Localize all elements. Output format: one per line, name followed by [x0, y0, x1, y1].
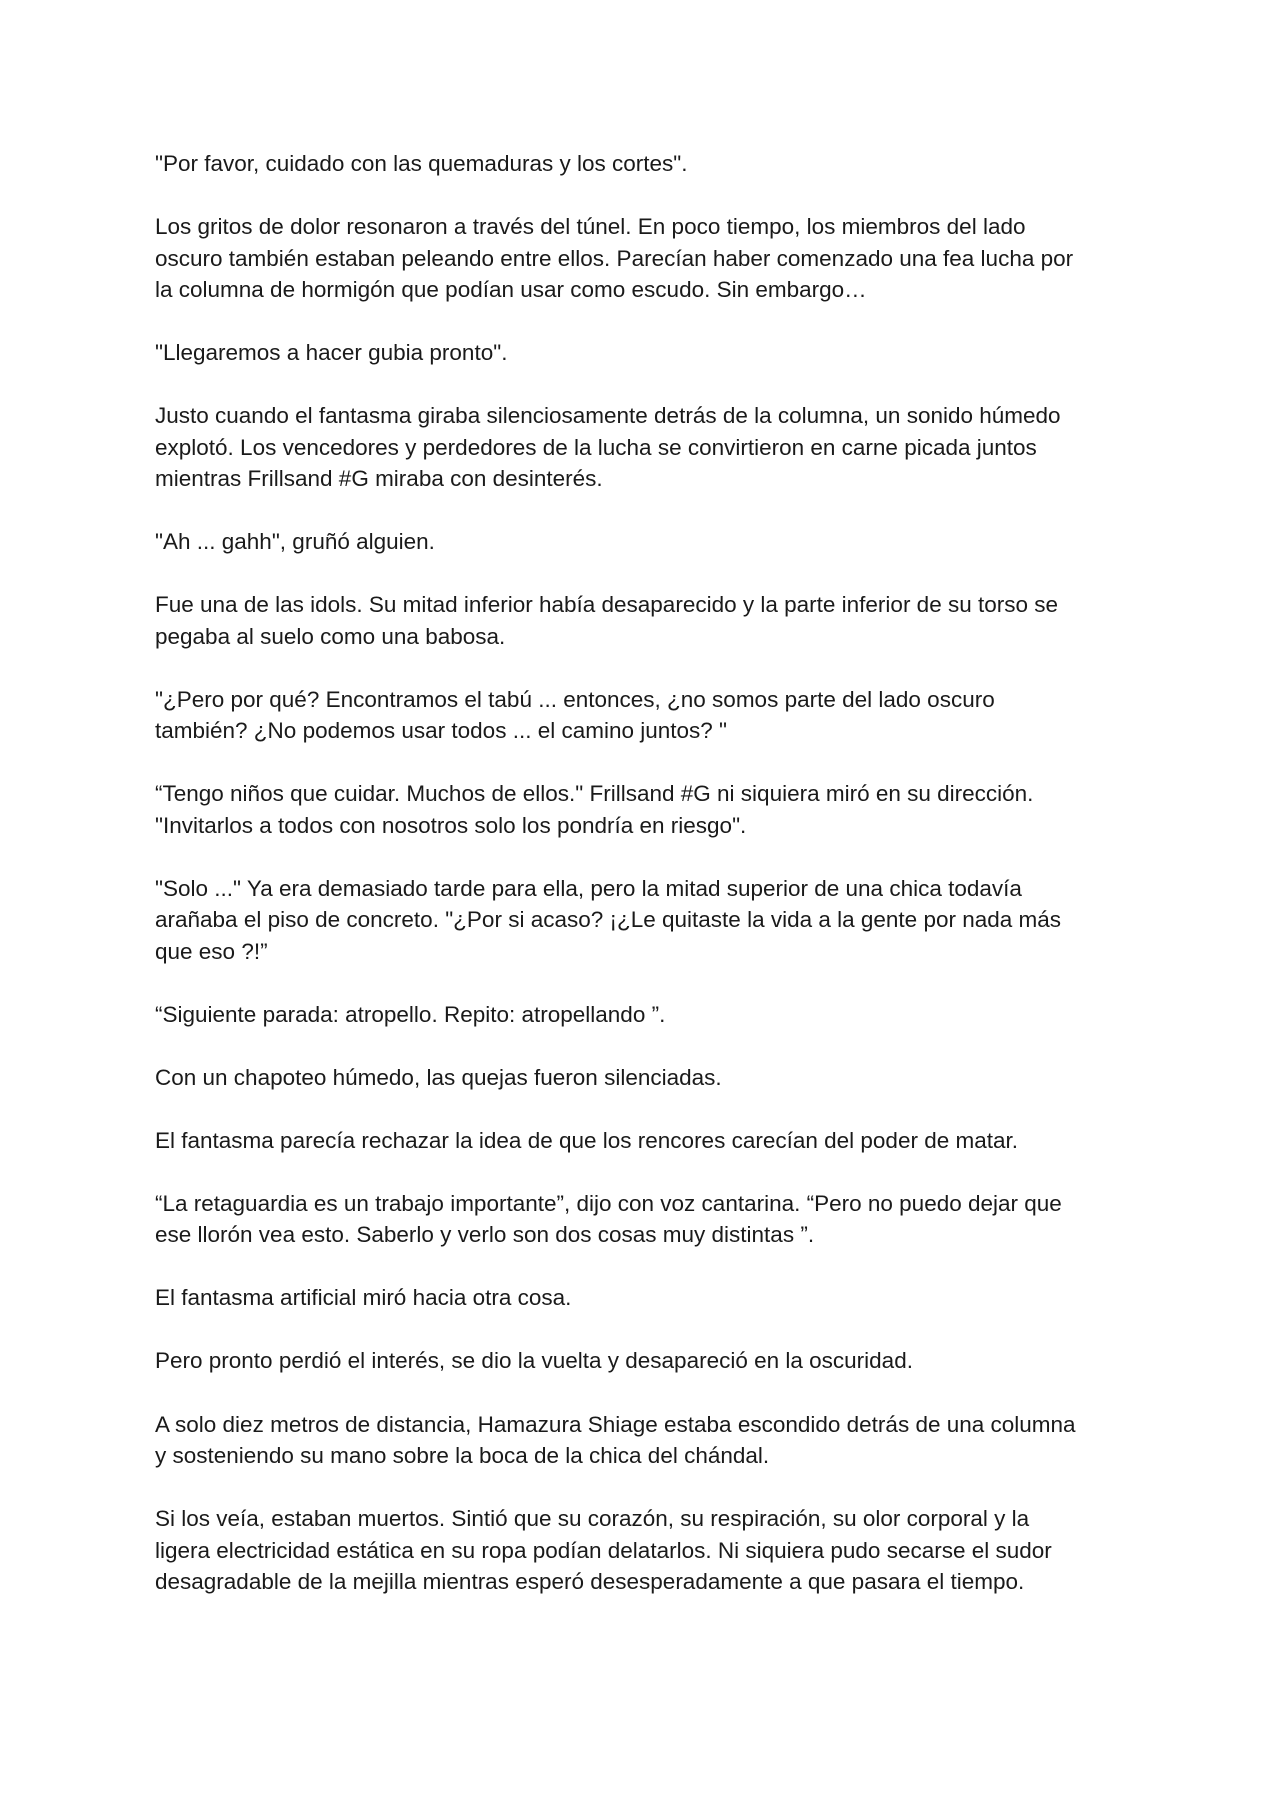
paragraph: "Ah ... gahh", gruñó alguien.: [155, 529, 435, 554]
paragraph: Justo cuando el fantasma giraba silenciosamente detrás de la columna, un sonido húmedo explotó. Los vencedores y perdedores de la lucha se convirtieron en carne picada juntos mientras Frillsand #G miraba con desinterés.: [155, 403, 1061, 491]
paragraph: "Solo ..." Ya era demasiado tarde para ella, pero la mitad superior de una chica todavía arañaba el piso de concreto. "¿Por si acaso? ¡¿Le quitaste la vida a la gente por nada más que eso ?!”: [155, 875, 1062, 964]
paragraph: “La retaguardia es un trabajo importante”, dijo con voz cantarina. “Pero no puedo dejar que ese llorón vea esto. Saberlo y verlo son dos cosas muy distintas ”.: [155, 1190, 1062, 1247]
paragraph: A solo diez metros de distancia, Hamazura Shiage estaba escondido detrás de una columna y sosteniendo su mano sobre la boca de la chica del chándal.: [155, 1411, 1076, 1468]
paragraph: “Tengo niños que cuidar. Muchos de ellos." Frillsand #G ni siquiera miró en su dirección. "Invitarlos a todos con nosotros solo los pondría en riesgo".: [155, 781, 1034, 838]
paragraph: Pero pronto perdió el interés, se dio la vuelta y desapareció en la oscuridad.: [155, 1348, 913, 1373]
paragraph: Con un chapoteo húmedo, las quejas fueron silenciadas.: [155, 1064, 722, 1090]
paragraph: “Siguiente parada: atropello. Repito: atropellando ”.: [155, 1001, 666, 1027]
paragraph: "Llegaremos a hacer gubia pronto".: [155, 340, 508, 365]
paragraph: "¿Pero por qué? Encontramos el tabú ... entonces, ¿no somos parte del lado oscuro también? ¿No podemos usar todos ... el camino juntos? ": [155, 686, 995, 743]
paragraph: El fantasma artificial miró hacia otra cosa.: [155, 1285, 572, 1310]
paragraph: Los gritos de dolor resonaron a través del túnel. En poco tiempo, los miembros del lado oscuro también estaban peleando entre ellos. Parecían haber comenzado una fea lucha por la columna de hormigón que podían usar como escudo. Sin embargo…: [155, 214, 1074, 302]
document-page: [155, 148, 1145, 1629]
paragraph: "Por favor, cuidado con las quemaduras y los cortes".: [155, 151, 688, 176]
paragraph: Fue una de las idols. Su mitad inferior había desaparecido y la parte inferior de su torso se pegaba al suelo como una babosa.: [155, 592, 1059, 649]
paragraph: Si los veía, estaban muertos. Sintió que su corazón, su respiración, su olor corporal y la ligera electricidad estática en su ropa podían delatarlos. Ni siquiera pudo secarse el sudor desagradable de la mejilla mientras esperó desesperadamente a que pasara el tiempo.: [155, 1506, 1052, 1594]
paragraph: El fantasma parecía rechazar la idea de que los rencores carecían del poder de matar.: [155, 1127, 1018, 1153]
